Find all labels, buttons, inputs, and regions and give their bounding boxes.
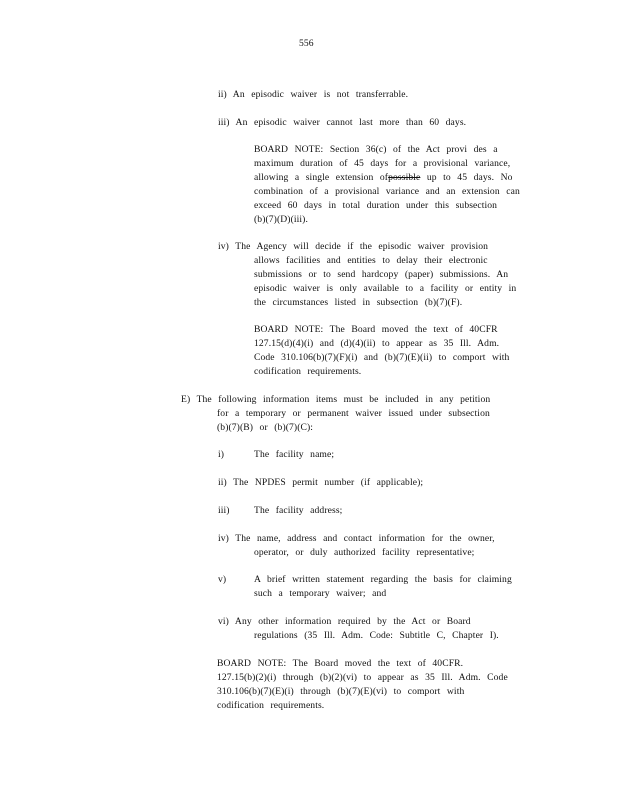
iv-line-4: episodic waiver is only available to a facility or entity in [254, 283, 517, 294]
e-line-2: for a temporary or permanent waiver issued under subsection [217, 408, 490, 419]
ev-line-1: A brief written statement regarding the basis for claiming [254, 574, 512, 585]
ev-number: v) [218, 574, 227, 585]
note1-line-4: combination of a provisional variance and an extension can [254, 186, 520, 197]
note1-line-5: exceed 60 days in total duration under this subsection [254, 200, 498, 211]
ei-number: i) [218, 449, 225, 460]
e-line-1: E) The following information items must be included in any petition [181, 394, 491, 405]
evi-line-2: regulations (35 Ill. Adm. Code: Subtitle C, Chapter I). [254, 630, 499, 641]
ev-line-2: such a temporary waiver; and [254, 588, 387, 599]
note2-line-1: BOARD NOTE: The Board moved the text of 40CFR [254, 324, 498, 335]
note3-line-1: BOARD NOTE: The Board moved the text of 40CFR. [217, 658, 464, 669]
note1-line-2: maximum duration of 45 days for a provisional variance, [254, 158, 511, 169]
eiii-text: The facility address; [254, 505, 343, 516]
note2-line-3: Code 310.106(b)(7)(F)(i) and (b)(7)(E)(ii) to comport with [254, 352, 510, 363]
eiii-number: iii) [218, 505, 230, 516]
note1-line-3 [254, 172, 513, 184]
note3-line-2: 127.15(b)(2)(i) through (b)(2)(vi) to appear as 35 Ill. Adm. Code [217, 672, 508, 683]
struck-word: possible [388, 172, 421, 183]
evi-line-1: vi) Any other information required by the Act or Board [218, 616, 471, 627]
ei-text: The facility name; [254, 449, 335, 460]
item-iii: iii) An episodic waiver cannot last more than 60 days. [218, 117, 467, 128]
note3-line-4: codification requirements. [217, 700, 325, 711]
item-ii: ii) An episodic waiver is not transferrable. [218, 89, 409, 100]
eiv-line-1: iv) The name, address and contact information for the owner, [218, 533, 495, 544]
note2-line-4: codification requirements. [254, 366, 362, 377]
note1-line-3a: allowing a single extension of [254, 172, 389, 183]
eii-text: ii) The NPDES permit number (if applicable); [218, 477, 424, 488]
page-number: 556 [299, 38, 314, 49]
note2-line-2: 127.15(d)(4)(i) and (d)(4)(ii) to appear as 35 Ill. Adm. [254, 338, 500, 349]
note1-line-1: BOARD NOTE: Section 36(c) of the Act provi des a [254, 144, 498, 155]
eiv-line-2: operator, or duly authorized facility representative; [254, 547, 475, 558]
iv-line-3: submissions or to send hardcopy (paper) submissions. An [254, 269, 509, 280]
note1-line-3c: up to 45 days. No [426, 172, 513, 183]
iv-line-2: allows facilities and entities to delay their electronic [254, 255, 488, 266]
e-line-3: (b)(7)(B) or (b)(7)(C): [217, 422, 314, 433]
note3-line-3: 310.106(b)(7)(E)(i) through (b)(7)(E)(vi) to comport with [217, 686, 465, 697]
iv-line-1: iv) The Agency will decide if the episodic waiver provision [218, 241, 489, 252]
note1-line-6: (b)(7)(D)(iii). [254, 214, 308, 225]
iv-line-5: the circumstances listed in subsection (b)(7)(F). [254, 297, 463, 308]
